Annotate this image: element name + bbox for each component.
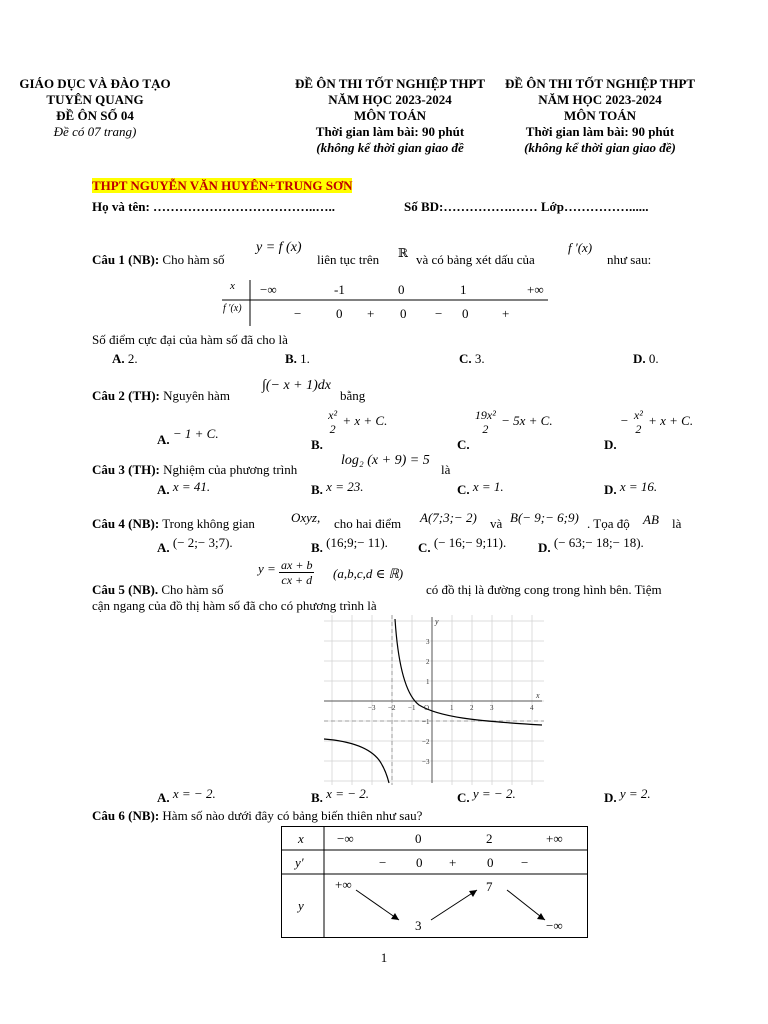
answer-key: C. bbox=[457, 436, 470, 452]
q6-x-val-2: 0 bbox=[415, 831, 422, 846]
q4-answer-a[interactable] bbox=[157, 535, 233, 556]
q1-stem bbox=[92, 252, 225, 268]
q6-y-label: y bbox=[298, 898, 304, 913]
q5-answer-a[interactable] bbox=[157, 786, 216, 806]
q2-answer-d[interactable] bbox=[604, 408, 694, 452]
answer-value: y = − 2. bbox=[472, 786, 516, 801]
school-name-text: THPT NGUYỄN VĂN HUYÊN+TRUNG SƠN bbox=[92, 178, 353, 193]
answer-key: A. bbox=[157, 790, 170, 805]
dept-name: GIÁO DỤC VÀ ĐÀO TẠO bbox=[19, 76, 171, 91]
q3-stem bbox=[92, 462, 297, 478]
answer-value: 0. bbox=[648, 351, 659, 366]
q5-answer-c[interactable] bbox=[457, 786, 516, 806]
frac-num: ax + b bbox=[281, 558, 313, 572]
q6-variation-table bbox=[281, 826, 588, 938]
frac-den: 2 bbox=[635, 422, 642, 436]
q1-text-2: liên tục trên bbox=[317, 252, 380, 267]
x-tick: −1 bbox=[408, 704, 416, 712]
q1-text-4: như sau: bbox=[607, 252, 652, 267]
q1-answer-d[interactable] bbox=[633, 351, 659, 367]
answer-value: (− 63;− 18;− 18). bbox=[553, 535, 644, 550]
q1-sign-2: 0 bbox=[336, 306, 343, 321]
answer-key: C. bbox=[457, 790, 470, 805]
y-tick: 2 bbox=[426, 658, 430, 666]
answer-value: − 1 + C. bbox=[172, 426, 219, 441]
q6-sign-3: + bbox=[449, 855, 457, 870]
y-tick: 3 bbox=[426, 638, 430, 646]
q2-label: Câu 2 (TH): bbox=[92, 388, 160, 403]
answer-value: x = 1. bbox=[472, 479, 504, 494]
subject: MÔN TOÁN bbox=[353, 108, 427, 123]
q5-graph-svg bbox=[324, 615, 544, 785]
answer-value: x = − 2. bbox=[326, 786, 369, 801]
subject-2: MÔN TOÁN bbox=[563, 108, 637, 123]
exam-title-2: ĐỀ ÔN THI TỐT NGHIỆP THPT bbox=[504, 76, 696, 91]
answer-sign: − bbox=[619, 412, 629, 428]
answer-key: B. bbox=[311, 540, 323, 555]
q5-stem bbox=[92, 582, 223, 598]
q6-x-val-3: 2 bbox=[486, 831, 493, 846]
time-limit-2: Thời gian làm bài: 90 phút bbox=[525, 124, 675, 139]
answer-key: D. bbox=[604, 436, 617, 452]
x-tick: 3 bbox=[490, 704, 494, 712]
q1-sign-6: 0 bbox=[462, 306, 469, 321]
q4-answer-c[interactable] bbox=[418, 535, 507, 556]
answer-fraction bbox=[632, 408, 645, 436]
q4-vector-ab: AB bbox=[643, 512, 659, 527]
frac-num: 19x² bbox=[474, 408, 496, 422]
answer-key: D. bbox=[538, 540, 551, 555]
q4-answer-d[interactable] bbox=[538, 535, 644, 556]
x-axis-label: x bbox=[536, 691, 540, 700]
frac-den: 2 bbox=[482, 422, 489, 436]
q3-answer-c[interactable] bbox=[457, 479, 504, 498]
answer-key: A. bbox=[112, 351, 125, 366]
answer-value: (16;9;− 11). bbox=[326, 535, 388, 550]
student-name-line: Họ và tên: ………………………………..….. bbox=[92, 199, 336, 214]
answer-key: A. bbox=[157, 432, 170, 447]
x-tick: 2 bbox=[470, 704, 474, 712]
q4-and: và bbox=[490, 516, 503, 531]
answer-fraction bbox=[326, 408, 339, 436]
q2-text-2: bằng bbox=[340, 388, 366, 403]
q1-sign-3: + bbox=[367, 306, 375, 321]
q1-sign-1: − bbox=[294, 306, 302, 321]
answer-key: D. bbox=[604, 790, 617, 805]
q1-sign-table bbox=[222, 278, 552, 328]
q6-label: Câu 6 (NB): bbox=[92, 808, 160, 823]
answer-key: B. bbox=[311, 482, 323, 497]
q6-sign-4: 0 bbox=[487, 855, 494, 870]
q3-answer-b[interactable] bbox=[311, 479, 364, 498]
q4-stem bbox=[92, 516, 255, 532]
q1-derivative: f ′(x) bbox=[568, 240, 593, 255]
answer-value: x = 41. bbox=[172, 479, 211, 494]
answer-value: x = 16. bbox=[619, 479, 658, 494]
q3-answer-d[interactable] bbox=[604, 479, 658, 498]
q5-text-1: Cho hàm số bbox=[161, 582, 224, 597]
q6-sign-2: 0 bbox=[416, 855, 423, 870]
school-year: NĂM HỌC 2023-2024 bbox=[328, 92, 452, 107]
q5-function bbox=[258, 558, 314, 587]
q6-y-val-3: 7 bbox=[486, 879, 493, 894]
header-right bbox=[480, 76, 720, 156]
q1-text-1: Cho hàm số bbox=[162, 252, 225, 267]
q1-x-val-1: −∞ bbox=[260, 282, 277, 297]
page-count: Đề có 07 trang) bbox=[53, 124, 137, 139]
time-note: (không kể thời gian giao đề bbox=[316, 140, 464, 155]
q4-text-2: cho hai điểm bbox=[334, 516, 402, 531]
answer-key: D. bbox=[604, 482, 617, 497]
answer-key: B. bbox=[311, 436, 323, 452]
frac-num: x² bbox=[633, 408, 643, 422]
answer-key: A. bbox=[157, 540, 170, 555]
frac-den: cx + d bbox=[281, 573, 313, 587]
q4-space: Oxyz, bbox=[291, 510, 321, 525]
x-tick: −2 bbox=[388, 704, 396, 712]
page-number: 1 bbox=[380, 950, 388, 965]
q3-label: Câu 3 (TH): bbox=[92, 462, 160, 477]
q1-table-x-label: x bbox=[230, 280, 235, 292]
q2-answer-a[interactable] bbox=[157, 426, 219, 448]
origin-label: O bbox=[424, 704, 430, 712]
answer-key: B. bbox=[311, 790, 323, 805]
q5-text-3: cận ngang của đồ thị hàm số đã cho có phương trình là bbox=[92, 598, 377, 613]
y-tick: −1 bbox=[422, 718, 430, 726]
q4-label: Câu 4 (NB): bbox=[92, 516, 160, 531]
q4-point-b: B(− 9;− 6;9) bbox=[510, 510, 579, 525]
q6-yprime-label: y′ bbox=[295, 855, 304, 870]
answer-value: 3. bbox=[474, 351, 485, 366]
x-tick: 1 bbox=[450, 704, 454, 712]
q6-sign-5: − bbox=[521, 855, 529, 870]
answer-value: y = 2. bbox=[619, 786, 651, 801]
q5-graph bbox=[324, 615, 544, 785]
q1-x-val-5: +∞ bbox=[527, 282, 544, 297]
q6-table-frame bbox=[281, 826, 588, 938]
q6-x-val-1: −∞ bbox=[337, 831, 354, 846]
frac-den: 2 bbox=[329, 422, 336, 436]
q1-sign-4: 0 bbox=[400, 306, 407, 321]
q4-text-3: . Tọa độ bbox=[587, 516, 630, 531]
exam-title: ĐỀ ÔN THI TỐT NGHIỆP THPT bbox=[294, 76, 486, 91]
q1-sign-5: − bbox=[435, 306, 443, 321]
y-tick: 1 bbox=[426, 678, 430, 686]
q6-y-val-4: −∞ bbox=[546, 918, 563, 933]
header-mid bbox=[270, 76, 510, 156]
y-tick: −3 bbox=[422, 758, 430, 766]
q6-x-label: x bbox=[298, 831, 304, 846]
q1-label: Câu 1 (NB): bbox=[92, 252, 160, 267]
answer-value: x = − 2. bbox=[172, 786, 216, 801]
answer-value: 2. bbox=[127, 351, 138, 366]
q6-sign-1: − bbox=[379, 855, 387, 870]
q2-text-1: Nguyên hàm bbox=[163, 388, 230, 403]
student-id-line: Số BD:…………….…… Lớp……………...... bbox=[404, 199, 649, 214]
header-left bbox=[0, 76, 190, 140]
answer-value: (− 16;− 9;11). bbox=[433, 535, 507, 550]
y-axis-label: y bbox=[435, 617, 439, 626]
q1-x-val-4: 1 bbox=[460, 282, 467, 297]
answer-key: C. bbox=[459, 351, 472, 366]
frac-num: x² bbox=[328, 408, 338, 422]
q1-answer-a[interactable] bbox=[112, 351, 138, 367]
q2-integral: ∫(− x + 1)dx bbox=[262, 378, 331, 393]
q1-question: Số điểm cực đại của hàm số đã cho là bbox=[92, 332, 288, 347]
answer-value: − 5x + C. bbox=[501, 412, 553, 428]
q3-text-2: là bbox=[441, 462, 451, 477]
q6-y-val-2: 3 bbox=[415, 918, 422, 933]
answer-value: + x + C. bbox=[342, 412, 388, 428]
q1-table-fprime-label: f ′(x) bbox=[223, 303, 242, 314]
answer-value: (− 2;− 3;7). bbox=[172, 535, 233, 550]
q3-text-1: Nghiệm của phương trình bbox=[163, 462, 298, 477]
q1-sign-7: + bbox=[502, 306, 510, 321]
q6-y-val-1: +∞ bbox=[335, 877, 352, 892]
q1-text-3: và có bảng xét dấu của bbox=[416, 252, 535, 267]
q2-stem bbox=[92, 388, 230, 404]
q5-label: Câu 5 (NB). bbox=[92, 582, 159, 597]
exam-number: ĐỀ ÔN SỐ 04 bbox=[56, 108, 134, 123]
q4-point-a: A(7;3;− 2) bbox=[420, 510, 477, 525]
q5-text-2: có đồ thị là đường cong trong hình bên. Tiệm bbox=[426, 582, 662, 597]
q2-answer-c[interactable] bbox=[457, 408, 553, 452]
q6-x-val-4: +∞ bbox=[546, 831, 563, 846]
time-note-2: (không kể thời gian giao đề) bbox=[524, 140, 676, 155]
answer-key: A. bbox=[157, 482, 170, 497]
y-tick: −2 bbox=[422, 738, 430, 746]
q5-answer-b[interactable] bbox=[311, 786, 369, 806]
q1-answer-c[interactable] bbox=[459, 351, 485, 367]
time-limit: Thời gian làm bài: 90 phút bbox=[315, 124, 465, 139]
q3-equation: log₂ (x + 9) = 5 bbox=[341, 453, 430, 468]
x-tick: −3 bbox=[368, 704, 376, 712]
q1-function: y = f (x) bbox=[256, 240, 302, 255]
answer-value: x = 23. bbox=[326, 479, 364, 494]
province-name: TUYÊN QUANG bbox=[46, 92, 144, 107]
answer-key: C. bbox=[418, 540, 431, 555]
q4-text-4: là bbox=[672, 516, 682, 531]
q1-real-set: ℝ bbox=[398, 246, 408, 260]
school-year-2: NĂM HỌC 2023-2024 bbox=[538, 92, 662, 107]
q1-answer-b[interactable] bbox=[285, 351, 310, 367]
q1-x-val-3: 0 bbox=[398, 282, 405, 297]
answer-key: B. bbox=[285, 351, 297, 366]
answer-key: D. bbox=[633, 351, 646, 366]
q6-stem bbox=[92, 808, 422, 824]
q2-answer-b[interactable] bbox=[311, 408, 388, 452]
q3-answer-a[interactable] bbox=[157, 479, 211, 498]
answer-value: 1. bbox=[300, 351, 310, 366]
x-tick: 4 bbox=[530, 704, 534, 712]
q4-answer-b[interactable] bbox=[311, 535, 388, 556]
q5-y: y = bbox=[258, 561, 276, 577]
q5-answer-d[interactable] bbox=[604, 786, 651, 806]
school-name bbox=[92, 178, 352, 194]
q1-x-val-2: -1 bbox=[334, 282, 345, 297]
q4-text-1: Trong không gian bbox=[162, 516, 255, 531]
q5-fraction bbox=[279, 558, 314, 587]
answer-fraction bbox=[473, 408, 498, 436]
q5-condition: (a,b,c,d ∈ ℝ) bbox=[333, 566, 404, 581]
answer-value: + x + C. bbox=[648, 412, 694, 428]
answer-key: C. bbox=[457, 482, 470, 497]
q6-text: Hàm số nào dưới đây có bảng biến thiên như sau? bbox=[162, 808, 423, 823]
